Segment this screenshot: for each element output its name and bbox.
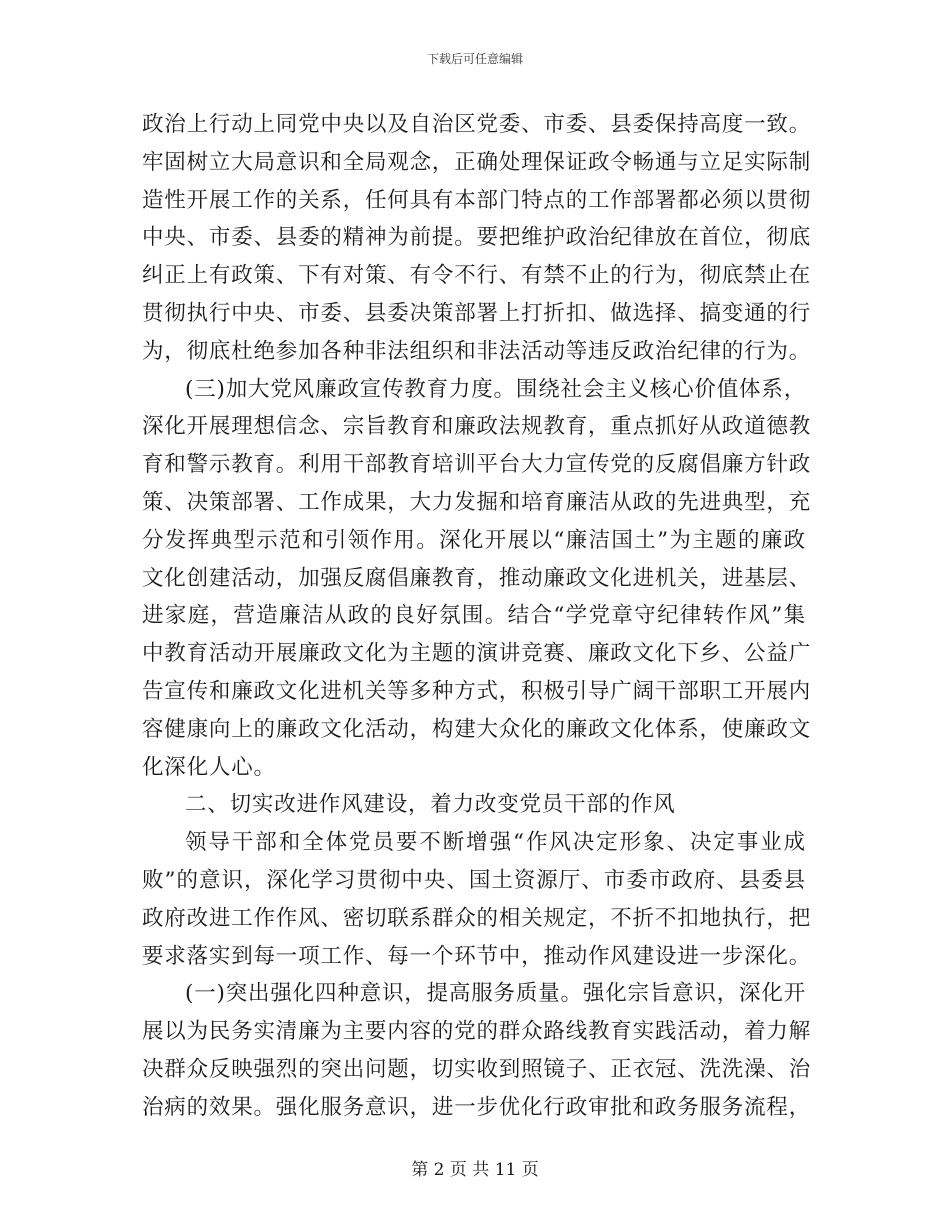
- text-line: 牢固树立大局意识和全局观念，正确处理保证政令畅通与立足实际制: [142, 149, 812, 175]
- page-header: 下载后可任意编辑: [426, 52, 523, 66]
- text-line: 贯彻执行中央、市委、县委决策部署上打折扣、做选择、搞变通的行: [142, 300, 812, 326]
- text-line: 纠正上有政策、下有对策、有令不行、有禁不止的行为，彻底禁止在: [142, 263, 812, 289]
- text-line: 造性开展工作的关系，任何具有本部门特点的工作部署都必须以贯彻: [142, 187, 812, 213]
- text-line: 政府改进工作作风、密切联系群众的相关规定，不折不扣地执行，把: [142, 905, 812, 931]
- text-line: 领导干部和全体党员要不断增强“作风决定形象、决定事业成: [185, 830, 806, 856]
- text-line: 二、切实改进作风建设，着力改变党员干部的作风: [185, 792, 676, 818]
- text-line: 容健康向上的廉政文化活动，构建大众化的廉政文化体系，使廉政文: [142, 716, 812, 742]
- text-line: (三)加大党风廉政宣传教育力度。围绕社会主义核心价值体系，: [185, 376, 806, 402]
- page-footer: 第 2 页 共 11 页: [411, 1160, 539, 1180]
- text-line: 为，彻底杜绝参加各种非法组织和非法活动等违反政治纪律的行为。: [142, 338, 812, 364]
- document-body: [142, 106, 812, 1127]
- text-line: 化深化人心。: [142, 754, 276, 780]
- text-line: 告宣传和廉政文化进机关等多种方式，积极引导广阔干部职工开展内: [142, 678, 812, 704]
- text-line: 分发挥典型示范和引领作用。深化开展以“廉洁国土”为主题的廉政: [142, 527, 806, 553]
- text-line: 中教育活动开展廉政文化为主题的演讲竞赛、廉政文化下乡、公益广: [142, 641, 812, 667]
- text-line: 中央、市委、县委的精神为前提。要把维护政治纪律放在首位，彻底: [142, 225, 812, 251]
- text-line: 策、决策部署、工作成果，大力发掘和培育廉洁从政的先进典型，充: [142, 489, 812, 515]
- text-line: 政治上行动上同党中央以及自治区党委、市委、县委保持高度一致。: [142, 112, 812, 137]
- text-line: 要求落实到每一项工作、每一个环节中，推动作风建设进一步深化。: [142, 943, 812, 969]
- text-line: 文化创建活动，加强反腐倡廉教育，推动廉政文化进机关，进基层、: [142, 565, 812, 591]
- text-line: 展以为民务实清廉为主要内容的党的群众路线教育实践活动，着力解: [142, 1019, 812, 1045]
- text-line: 败”的意识，深化学习贯彻中央、国土资源厅、市委市政府、县委县: [142, 867, 806, 893]
- text-line: (一)突出强化四种意识，提高服务质量。强化宗旨意识，深化开: [185, 981, 806, 1007]
- text-line: 深化开展理想信念、宗旨教育和廉政法规教育，重点抓好从政道德教: [142, 414, 812, 440]
- text-line: 育和警示教育。利用干部教育培训平台大力宣传党的反腐倡廉方针政: [142, 452, 812, 478]
- text-line: 决群众反映强烈的突出问题，切实收到照镜子、正衣冠、洗洗澡、治: [142, 1056, 812, 1082]
- text-line: 进家庭，营造廉洁从政的良好氛围。结合“学党章守纪律转作风”集: [142, 603, 806, 629]
- text-line: 治病的效果。强化服务意识，进一步优化行政审批和政务服务流程，: [142, 1094, 812, 1120]
